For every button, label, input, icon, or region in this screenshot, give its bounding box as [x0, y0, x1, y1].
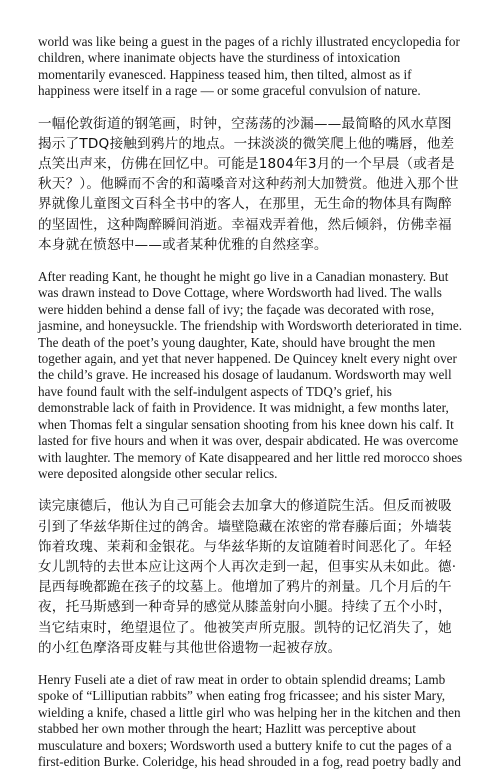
- paragraph-en-continuation: world was like being a guest in the pages of a richly illustrated encyclopedia for children, where inanimate objects have the sturdiness of intoxication momentarily evanesced. Happiness teased him, then tilted, almost as if happiness were itself in a rage — or some graceful convulsion of nature.: [38, 34, 460, 99]
- paragraph-zh-kant-dove-cottage: 读完康德后，他认为自己可能会去加拿大的修道院生活。但反而被吸引到了华兹华斯住过的鸽舍。墙壁隐藏在浓密的常春藤后面；外墙装饰着玫瑰、茉莉和金银花。与华兹华斯的友谊随着时间恶化了。年轻女儿凯特的去世本应让这两个人再次走到一起，但事实从未如此。德·昆西每晚都跪在孩子的坟墓上。他增加了鸦片的剂量。几个月后的午夜，托马斯感到一种奇异的感觉从膝盖射向小腿。持续了五个小时，当它结束时，绝望退位了。他被笑声所克服。凯特的记忆消失了，她的小红色摩洛哥皮鞋与其他世俗遗物一起被存放。: [38, 498, 457, 656]
- paragraph-en-kant-dove-cottage: After reading Kant, he thought he might go live in a Canadian monastery. But was drawn instead to Dove Cottage, where Wordsworth had lived. The walls were hidden behind a dense fall of ivy; the façade was decorated with rose, jasmine, and honeysuckle. The friendship with Wordsworth deteriorated in time. The death of the poet’s young daughter, Kate, should have brought the men together again, and yet that never happened. De Quincey knelt every night over the child’s grave. He increased his dosage of laudanum. Wordsworth may well have found fault with the self-indulgent aspects of TDQ’s grief, his demonstrable lack of faith in Providence. It was midnight, a few months later, when Thomas felt a singular sensation shooting from his knee down his calf. It lasted for five hours and when it was over, despair abdicated. He was overcome with laughter. The memory of Kate disappeared and her little red morocco shoes were deposited alongside other secular relics.: [38, 269, 463, 481]
- paragraph-en-fuseli-lamb: Henry Fuseli ate a diet of raw meat in order to obtain splendid dreams; Lamb spoke of “Lilliputian rabbits” when eating frog fricassee; and his sister Mary, wielding a knife, chased a little girl who was helping her in the kitchen and then stabbed her own mother through the heart; Hazlitt was perceptive about musculature and boxers; Wordsworth used a buttery knife to cut the pages of a first-edition Burke. Coleridge, his head shrouded in a fog, read poetry badly and: [38, 671, 461, 769]
- paragraph-zh-london-sketch: 一幅伦敦街道的钢笔画，时钟，空荡荡的沙漏——最简略的风水草图揭示了TDQ接触到鸦片的地点。一抹淡淡的微笑爬上他的嘴唇，他差点笑出声来，仿佛在回忆中。可能是1804年3月的一个早晨（或者是秋天？）。他瞬而不舍的和蔼嗓音对这种药剂大加赞赏。他进入那个世界就像儿童图文百科全书中的客人，在那里，无生命的物体具有陶醉的坚固性，这种陶醉瞬间消逝。幸福戏弄着他，然后倾斜，仿佛幸福本身就在愤怒中——或者某种优雅的自然痉挛。: [38, 115, 459, 253]
- page-body: [38, 34, 464, 784]
